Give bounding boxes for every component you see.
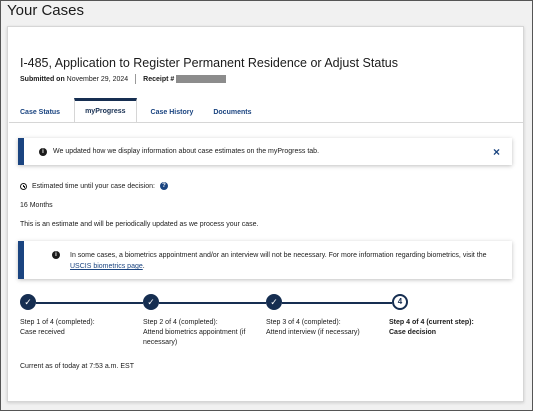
page-title: Your Cases: [7, 2, 84, 19]
case-meta: [20, 74, 226, 84]
update-alert-message: We updated how we display information about case estimates on the myProgress tab.: [53, 148, 320, 155]
step-connector-2: [159, 302, 266, 304]
step-3-check-icon: ✓: [266, 294, 282, 310]
tab-documents[interactable]: Documents: [213, 109, 252, 116]
tab-myprogress[interactable]: myProgress: [74, 98, 136, 122]
current-as-of: Current as of today at 7:53 a.m. EST: [20, 363, 134, 370]
meta-divider: [135, 74, 136, 84]
step-2-name: Attend biometrics appointment (if necessary): [143, 329, 246, 346]
estimate-value: 16 Months: [20, 202, 53, 209]
step-connector-1: [36, 302, 143, 304]
tab-case-history[interactable]: Case History: [150, 109, 194, 116]
step-3-status: Step 3 of 4 (completed):: [266, 319, 341, 326]
biometrics-alert-text: In some cases, a biometrics appointment and/or an interview will not be necessary. For more information regarding biometrics, visit the: [70, 252, 487, 259]
update-alert: [18, 138, 512, 165]
step-connector-3: [282, 302, 392, 304]
case-title: I-485, Application to Register Permanent Residence or Adjust Status: [20, 56, 398, 70]
receipt-number-redacted: [176, 75, 226, 83]
biometrics-page-link[interactable]: USCIS biometrics page: [70, 263, 143, 270]
estimate-note: This is an estimate and will be periodically updated as we process your case.: [20, 221, 259, 228]
biometrics-alert: [18, 241, 512, 279]
step-2-status: Step 2 of 4 (completed):: [143, 319, 218, 326]
step-4-label: [389, 318, 499, 338]
step-2-check-icon: ✓: [143, 294, 159, 310]
step-4-name: Case decision: [389, 329, 437, 336]
step-1-check-icon: ✓: [20, 294, 36, 310]
clock-icon: [20, 183, 27, 190]
info-icon: i: [39, 148, 47, 156]
help-icon[interactable]: ?: [160, 182, 168, 190]
progress-steps: [20, 294, 510, 374]
step-3-name: Attend interview (if necessary): [266, 329, 360, 336]
tab-divider: [9, 122, 524, 123]
step-1-label: [20, 318, 130, 338]
close-icon[interactable]: ×: [492, 145, 500, 159]
info-icon: i: [52, 251, 60, 259]
receipt-label: Receipt #: [143, 75, 175, 83]
step-3-label: [266, 318, 376, 338]
biometrics-alert-suffix: .: [142, 263, 145, 270]
submitted-date: November 29, 2024: [66, 75, 129, 83]
step-2-label: [143, 318, 258, 348]
case-card: [7, 26, 524, 402]
step-1-name: Case received: [20, 329, 65, 336]
step-4-status: Step 4 of 4 (current step):: [389, 319, 474, 326]
step-4-number-icon: 4: [392, 294, 408, 310]
submitted-label: Submitted on: [20, 75, 65, 83]
step-1-status: Step 1 of 4 (completed):: [20, 319, 95, 326]
case-tabs: [14, 98, 265, 122]
biometrics-alert-message: [70, 250, 500, 272]
estimate-row: [20, 182, 168, 190]
estimate-label: Estimated time until your case decision:: [32, 182, 155, 190]
tab-case-status[interactable]: Case Status: [20, 109, 61, 116]
